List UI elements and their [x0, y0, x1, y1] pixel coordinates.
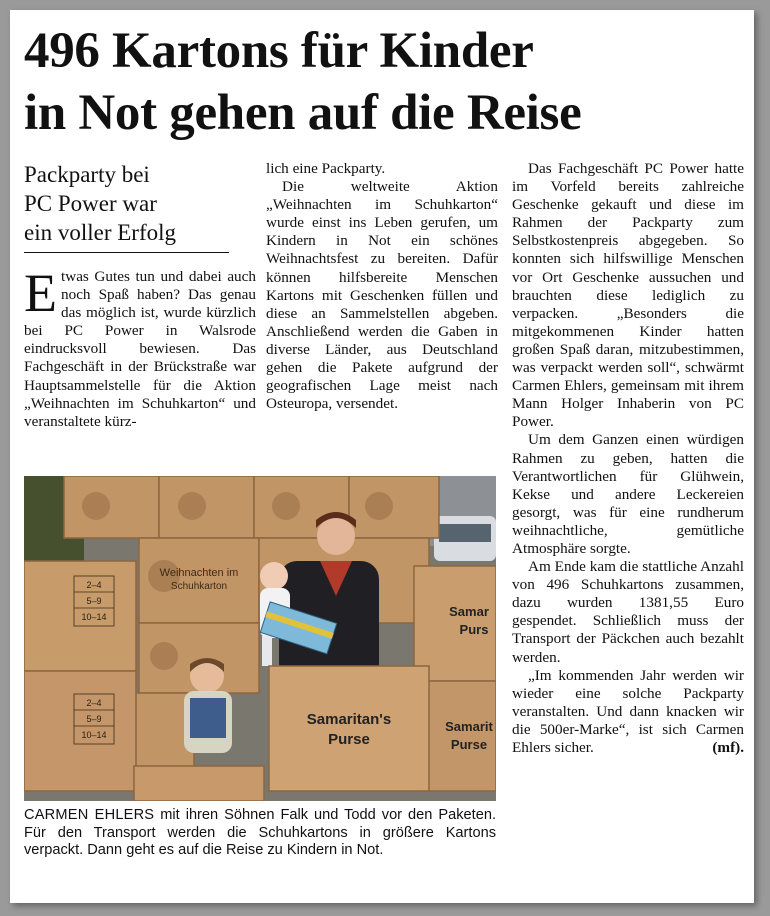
box-label-line-2: Schuhkarton — [170, 581, 228, 592]
right-box-label-1: Samarit — [445, 719, 493, 734]
newspaper-page — [10, 10, 754, 903]
size-row-1: 2–4 — [86, 580, 102, 590]
front-box-label-2: Purse — [328, 731, 370, 748]
paragraph-intro — [24, 263, 256, 431]
quote-text: „Im kommenden Jahr werden wir wieder eine solche Packparty veranstalten. Und dann knacken wir die 500er-Marke“, ist sich Carmen Ehlers sicher. — [512, 666, 744, 756]
subhead-line-2: PC Power war — [24, 191, 157, 216]
article-photo — [24, 476, 496, 801]
article-column-2 — [266, 160, 498, 413]
intro-text: twas Gutes tun und dabei auch noch Spaß haben? Das genau das möglich ist, wurde kürzlich bei PC Power in Walsrode eindrucksvoll bewiesen. Das Fachgeschäft in der Brückstraße war Hauptsammelstelle für die Aktion „Weihnachten im Schuhkarton“ und veranstaltete kürz- — [24, 268, 256, 430]
box-label-line-1: Weihnachten im — [159, 567, 239, 579]
subheadline — [24, 160, 229, 253]
subhead-line-3: ein voller Erfolg — [24, 220, 177, 245]
caption-lead: CARMEN EHLERS — [24, 807, 155, 823]
size-row-2: 5–9 — [86, 596, 102, 606]
side-box-label-1: Samar — [449, 604, 489, 619]
article-column-1 — [24, 263, 256, 431]
paragraph-continued: lich eine Packparty. — [266, 160, 386, 177]
size-row-4: 2–4 — [86, 698, 102, 708]
size-row-6: 10–14 — [81, 730, 107, 740]
drop-cap: E — [24, 263, 57, 323]
size-row-5: 5–9 — [86, 714, 102, 724]
paragraph-campaign: Die weltweite Aktion „Weihnachten im Schuhkarton“ wurde einst ins Leben gerufen, um Kindern in Not ein schönes Weihnachtsfest zu bereiten. Dafür können hilfsbereite Menschen Kartons mit Geschenken füllen und diese an Sammelstellen abgeben. Anschließend werden die Gaben in diverse Länder, aus Deutschland gehen die Pakete aufgrund der geografischen Lage meist nach Osteuropa, versendet. — [266, 178, 498, 413]
right-box-label-2: Purse — [450, 737, 488, 752]
paragraph-result: Am Ende kam die stattliche Anzahl von 496 Schuhkartons zusammen, dazu wurden 1381,55 Euro gespendet. Schließlich muss der Transport der Päckchen auch bezahlt werden. — [512, 558, 744, 666]
front-box-label-1: Samaritan's — [306, 711, 392, 728]
photo-illustration — [24, 476, 496, 801]
paragraph-quote — [512, 667, 744, 757]
article-column-3 — [512, 160, 744, 757]
headline-line-2: in Not gehen auf die Reise — [24, 85, 582, 141]
caption-text: mit ihren Söhnen Falk und Todd vor den Paketen. Für den Transport werden die Schuhkartons in größere Kartons verpackt. Dann geht es auf die Reise zu Kindern in Not. — [24, 807, 496, 858]
paragraph-shop: Das Fachgeschäft PC Power hatte im Vorfeld bereits zahlreiche Geschenke gekauft und diese im Rahmen der Packparty zum Selbstkostenpreis abgegeben. So konnten sich hilfswillige Menschen vor Ort Geschenke aussuchen und brauchten diese lediglich zu verpacken. „Besonders die mitgekommenen Kinder hatten großen Spaß daran, mitzubestimmen, was verpackt werden soll“, schwärmt Carmen Ehlers, gemeinsam mit ihrem Mann Holger Inhaberin von PC Power. — [512, 160, 744, 431]
author-signature: (mf). — [712, 739, 744, 756]
size-row-3: 10–14 — [81, 612, 107, 622]
headline-line-1: 496 Kartons für Kinder — [24, 23, 534, 79]
headline — [24, 20, 744, 144]
photo-caption — [24, 807, 496, 860]
paragraph-atmosphere: Um dem Ganzen einen würdigen Rahmen zu geben, hatten die Verantwortlichen für Glühwein, Kekse und andere Leckereien gesorgt, was für eine rundherum weihnachtliche, gemütliche Atmosphäre sorgte. — [512, 431, 744, 557]
subhead-line-1: Packparty bei — [24, 162, 150, 187]
side-box-label-2: Purs — [459, 622, 489, 637]
